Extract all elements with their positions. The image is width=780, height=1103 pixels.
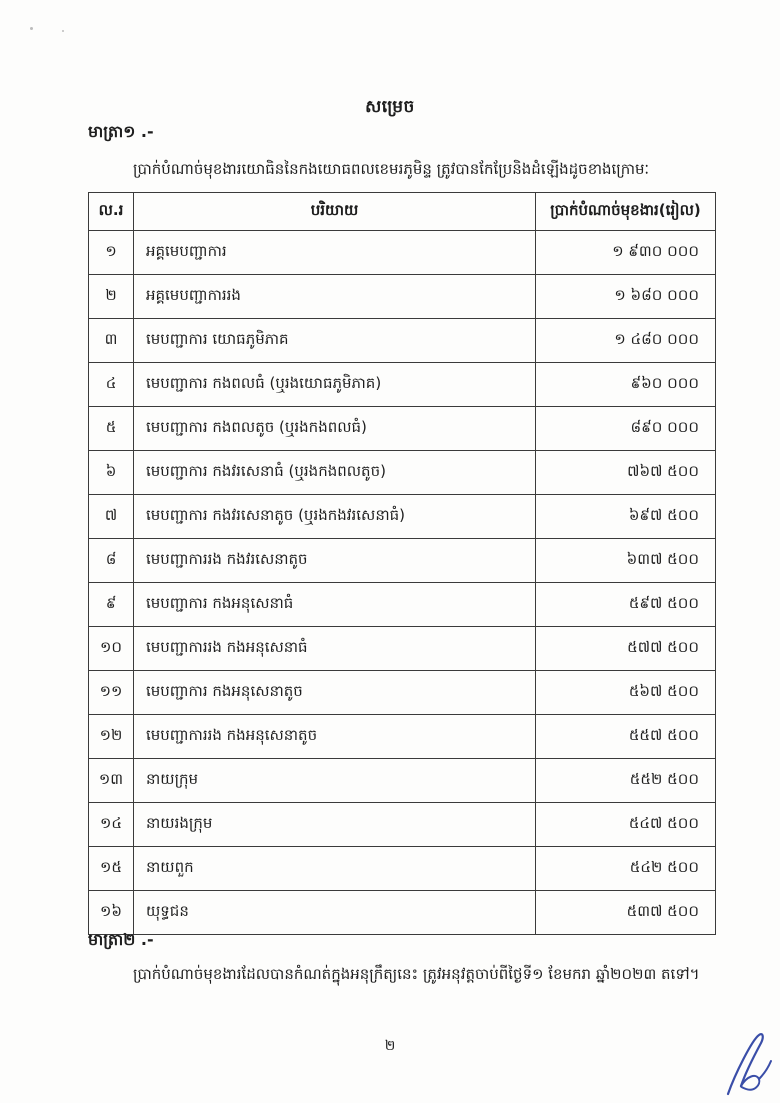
- cell-amount: ១ ៦៨០ ០០០: [536, 275, 716, 319]
- header-cell-no: ល.រ: [89, 193, 134, 231]
- cell-desc: នាយរងក្រុម: [134, 803, 536, 847]
- cell-desc: មេបញ្ជាការរង កងអនុសេនាតូច: [134, 715, 536, 759]
- table-row: [89, 231, 716, 275]
- cell-amount: ៥៥២ ៥០០: [536, 759, 716, 803]
- table-row: [89, 275, 716, 319]
- article1-heading: មាត្រា១ .-: [88, 122, 154, 141]
- cell-desc: មេបញ្ជាការ កងអនុសេនាតូច: [134, 671, 536, 715]
- cell-amount: ៥៤២ ៥០០: [536, 847, 716, 891]
- cell-desc: មេបញ្ជាការរង កងវរសេនាតូច: [134, 539, 536, 583]
- cell-no: ១៥: [89, 847, 134, 891]
- cell-amount: ៥៣៧ ៥០០: [536, 891, 716, 935]
- table-row: [89, 671, 716, 715]
- table-row: [89, 495, 716, 539]
- page-number: ២: [384, 1038, 396, 1054]
- table-header-row: [89, 193, 716, 231]
- cell-amount: ៥៤៧ ៥០០: [536, 803, 716, 847]
- cell-amount: ៦៩៧ ៥០០: [536, 495, 716, 539]
- cell-amount: ៥៧៧ ៥០០: [536, 627, 716, 671]
- cell-desc: មេបញ្ជាការ កងពលធំ (ឬរងយោធភូមិភាគ): [134, 363, 536, 407]
- cell-amount: ១ ៤៨០ ០០០: [536, 319, 716, 363]
- header-cell-desc: បរិយាយ: [134, 193, 536, 231]
- cell-amount: ៧៦៧ ៥០០: [536, 451, 716, 495]
- cell-amount: ៨៩០ ០០០: [536, 407, 716, 451]
- cell-amount: ១ ៩៣០ ០០០: [536, 231, 716, 275]
- cell-desc: នាយពួក: [134, 847, 536, 891]
- cell-no: ៤: [89, 363, 134, 407]
- cell-no: ៣: [89, 319, 134, 363]
- cell-no: ១: [89, 231, 134, 275]
- article2-heading: មាត្រា២ .-: [88, 930, 154, 949]
- cell-desc: មេបញ្ជាការ កងវរសេនាធំ (ឬរងកងពលតូច): [134, 451, 536, 495]
- cell-desc: មេបញ្ជាការ កងអនុសេនាធំ: [134, 583, 536, 627]
- table-row: [89, 583, 716, 627]
- table-row: [89, 363, 716, 407]
- table-row: [89, 715, 716, 759]
- cell-amount: ៥៩៧ ៥០០: [536, 583, 716, 627]
- scan-speck: [30, 27, 33, 30]
- cell-desc: អគ្គមេបញ្ជាការរង: [134, 275, 536, 319]
- cell-no: ៧: [89, 495, 134, 539]
- cell-no: ១១: [89, 671, 134, 715]
- cell-desc: នាយក្រុម: [134, 759, 536, 803]
- cell-no: ១៣: [89, 759, 134, 803]
- cell-desc: មេបញ្ជាការ កងពលតូច (ឬរងកងពលធំ): [134, 407, 536, 451]
- cell-no: ៥: [89, 407, 134, 451]
- cell-no: ៩: [89, 583, 134, 627]
- document-title: សម្រេច: [365, 97, 415, 117]
- header-cell-amount: ប្រាក់បំណាច់មុខងារ(រៀល): [536, 193, 716, 231]
- cell-no: ១៦: [89, 891, 134, 935]
- table-row: [89, 891, 716, 935]
- table-row: [89, 319, 716, 363]
- cell-desc: មេបញ្ជាការ យោធភូមិភាគ: [134, 319, 536, 363]
- article1-body: ប្រាក់បំណាច់មុខងារយោធិននៃកងយោធពលខេមរភូមិន្ទ ត្រូវបានកែប្រែនិងដំឡើងដូចខាងក្រោមៈ: [133, 160, 650, 178]
- table-row: [89, 451, 716, 495]
- signature-mark: [718, 1028, 776, 1102]
- cell-no: ១០: [89, 627, 134, 671]
- table-header: [89, 193, 716, 231]
- allowance-table: [88, 192, 716, 935]
- cell-amount: ៥៦៧ ៥០០: [536, 671, 716, 715]
- cell-no: ១២: [89, 715, 134, 759]
- table-row: [89, 847, 716, 891]
- scan-speck: [62, 30, 64, 32]
- cell-no: ២: [89, 275, 134, 319]
- cell-desc: អគ្គមេបញ្ជាការ: [134, 231, 536, 275]
- cell-desc: មេបញ្ជាការ កងវរសេនាតូច (ឬរងកងវរសេនាធំ): [134, 495, 536, 539]
- cell-amount: ៦៣៧ ៥០០: [536, 539, 716, 583]
- table-row: [89, 759, 716, 803]
- cell-amount: ៥៥៧ ៥០០: [536, 715, 716, 759]
- cell-desc: យុទ្ធជន: [134, 891, 536, 935]
- table-body: [89, 231, 716, 935]
- cell-no: ៨: [89, 539, 134, 583]
- table-row: [89, 803, 716, 847]
- cell-amount: ៩៦០ ០០០: [536, 363, 716, 407]
- article2-body: ប្រាក់បំណាច់មុខងារដែលបានកំណត់ក្នុងអនុក្រឹត្យនេះ ត្រូវអនុវត្តចាប់ពីថ្ងៃទី១ ខែមករា ឆ្នាំ២០២៣ តទៅ។: [133, 965, 700, 983]
- table-row: [89, 539, 716, 583]
- table-row: [89, 407, 716, 451]
- cell-no: ១៤: [89, 803, 134, 847]
- cell-desc: មេបញ្ជាការរង កងអនុសេនាធំ: [134, 627, 536, 671]
- cell-no: ៦: [89, 451, 134, 495]
- table-row: [89, 627, 716, 671]
